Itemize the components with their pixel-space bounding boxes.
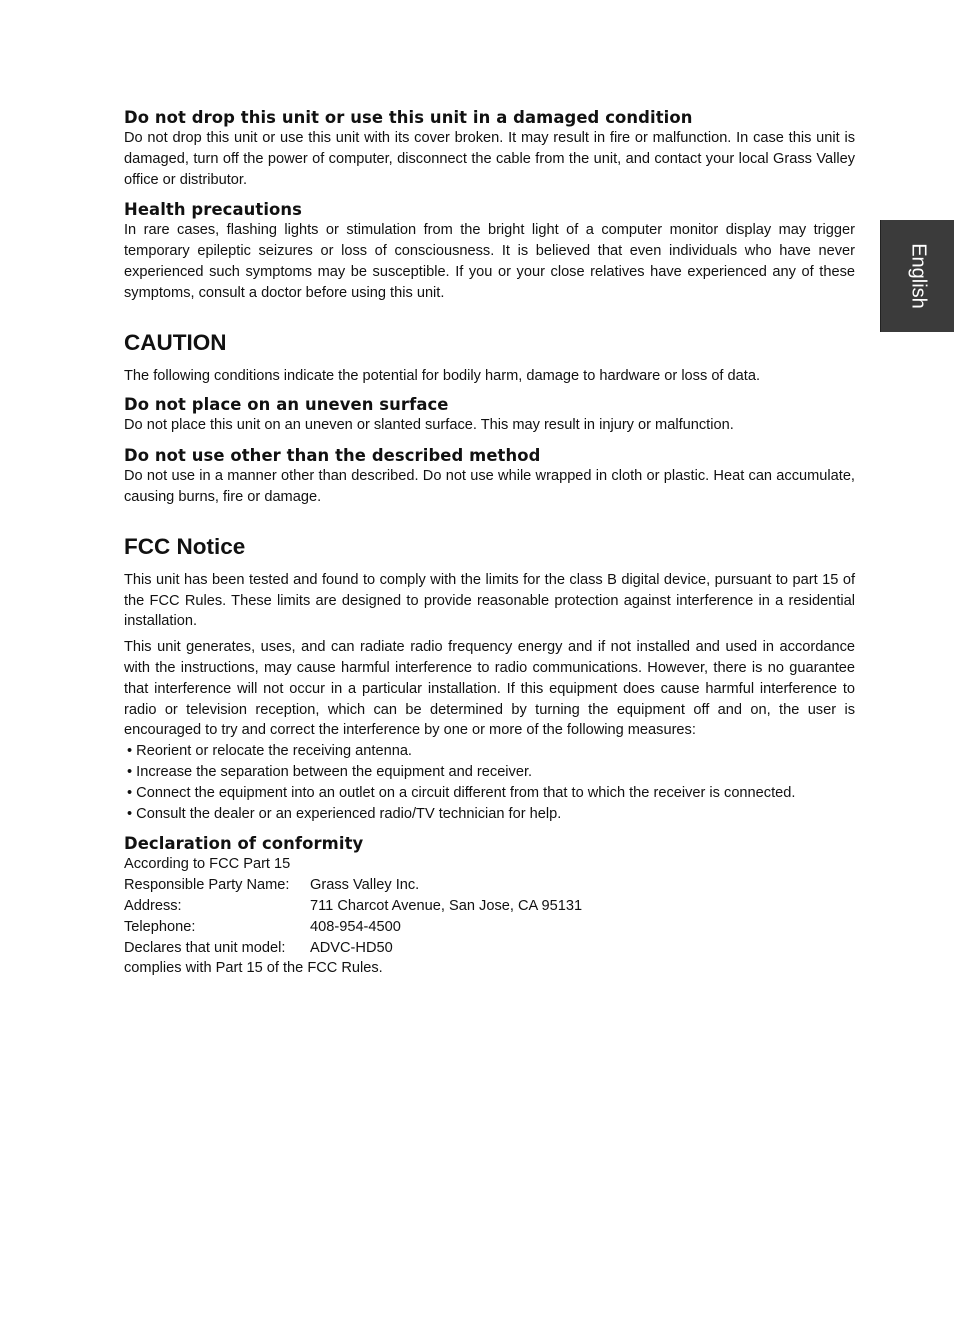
fcc-title: FCC Notice [124,533,246,559]
caution-intro: The following conditions indicate the potential for bodily harm, damage to hardware or loss of data. [124,367,761,384]
list-item: • Connect the equipment into an outlet on a circuit different from that to which the receiver is connected. [127,784,796,801]
list-item: • Reorient or relocate the receiving antenna. [127,743,412,760]
declaration-closing: complies with Part 15 of the FCC Rules. [124,960,383,977]
list-item: • Increase the separation between the equipment and receiver. [127,763,533,780]
section-heading: Declaration of conformity [124,834,364,854]
declaration-value: Grass Valley Inc. [310,877,420,894]
section-fcc [124,534,855,825]
declaration-line: According to FCC Part 15 [124,856,291,873]
fcc-paragraph-1: This unit has been tested and found to comply with the limits for the class B digital device, pursuant to part 15 of the FCC Rules. These limits are designed to provide reasonable protection against interference in a residential installation. [124,571,855,630]
section-health [124,200,855,303]
section-drop [124,108,855,190]
fcc-paragraph-2: This unit generates, uses, and can radiate radio frequency energy and if not installed and used in accordance with the instructions, may cause harmful interference to radio communications. However, there is no guarantee that interference will not occur in a particular installation. If this equipment does cause harmful interference to radio or television reception, which can be determined by turning the equipment off and on, the user is encouraged to try and correct the interference by one or more of the following measures: [124,639,855,739]
declaration-row [124,875,855,896]
list-item: • Consult the dealer or an experienced radio/TV technician for help. [127,805,562,822]
section-body: Do not drop this unit or use this unit with its cover broken. It may result in fire or malfunction. In case this unit is damaged, turn off the power of computer, disconnect the cable from the unit, and contact your local Grass Valley office or distributor. [124,130,855,188]
declaration-label: Telephone: [124,918,196,935]
declaration-label: Declares that unit model: [124,939,286,956]
section-body: Do not place this unit on an uneven or slanted surface. This may result in injury or malfunction. [124,417,734,434]
section-heading: Do not place on an uneven surface [124,395,449,415]
declaration-label: Address: [124,897,182,914]
section-body: In rare cases, flashing lights or stimulation from the bright light of a computer monitor display may trigger temporary epileptic seizures or loss of consciousness. It is believed that even individuals who have never experienced such symptoms may be susceptible. If you or your close relatives have experienced any of these symptoms, consult a doctor before using this unit. [124,222,855,301]
declaration-value: 408-954-4500 [310,918,401,935]
language-tab [880,220,954,332]
section-heading: Do not drop this unit or use this unit in a damaged condition [124,108,693,127]
declaration-value: ADVC-HD50 [310,939,393,956]
fcc-measures-list [124,741,855,824]
section-method [124,446,855,508]
declaration-value: 711 Charcot Avenue, San Jose, CA 95131 [310,897,583,914]
language-tab-label: English [907,243,929,309]
declaration-row [124,938,855,959]
declaration-row [124,896,855,917]
section-heading: Health precautions [124,200,303,220]
page-content [124,108,855,979]
section-heading: Do not use other than the described method [124,446,541,466]
section-body: Do not use in a manner other than described. Do not use while wrapped in cloth or plastic. Heat can accumulate, causing burns, fire or damage. [124,468,855,505]
declaration-label: Responsible Party Name: [124,877,290,894]
section-declaration [124,834,855,979]
declaration-row [124,917,855,938]
caution-title: CAUTION [124,329,227,355]
section-caution [124,330,855,387]
section-uneven [124,395,855,436]
